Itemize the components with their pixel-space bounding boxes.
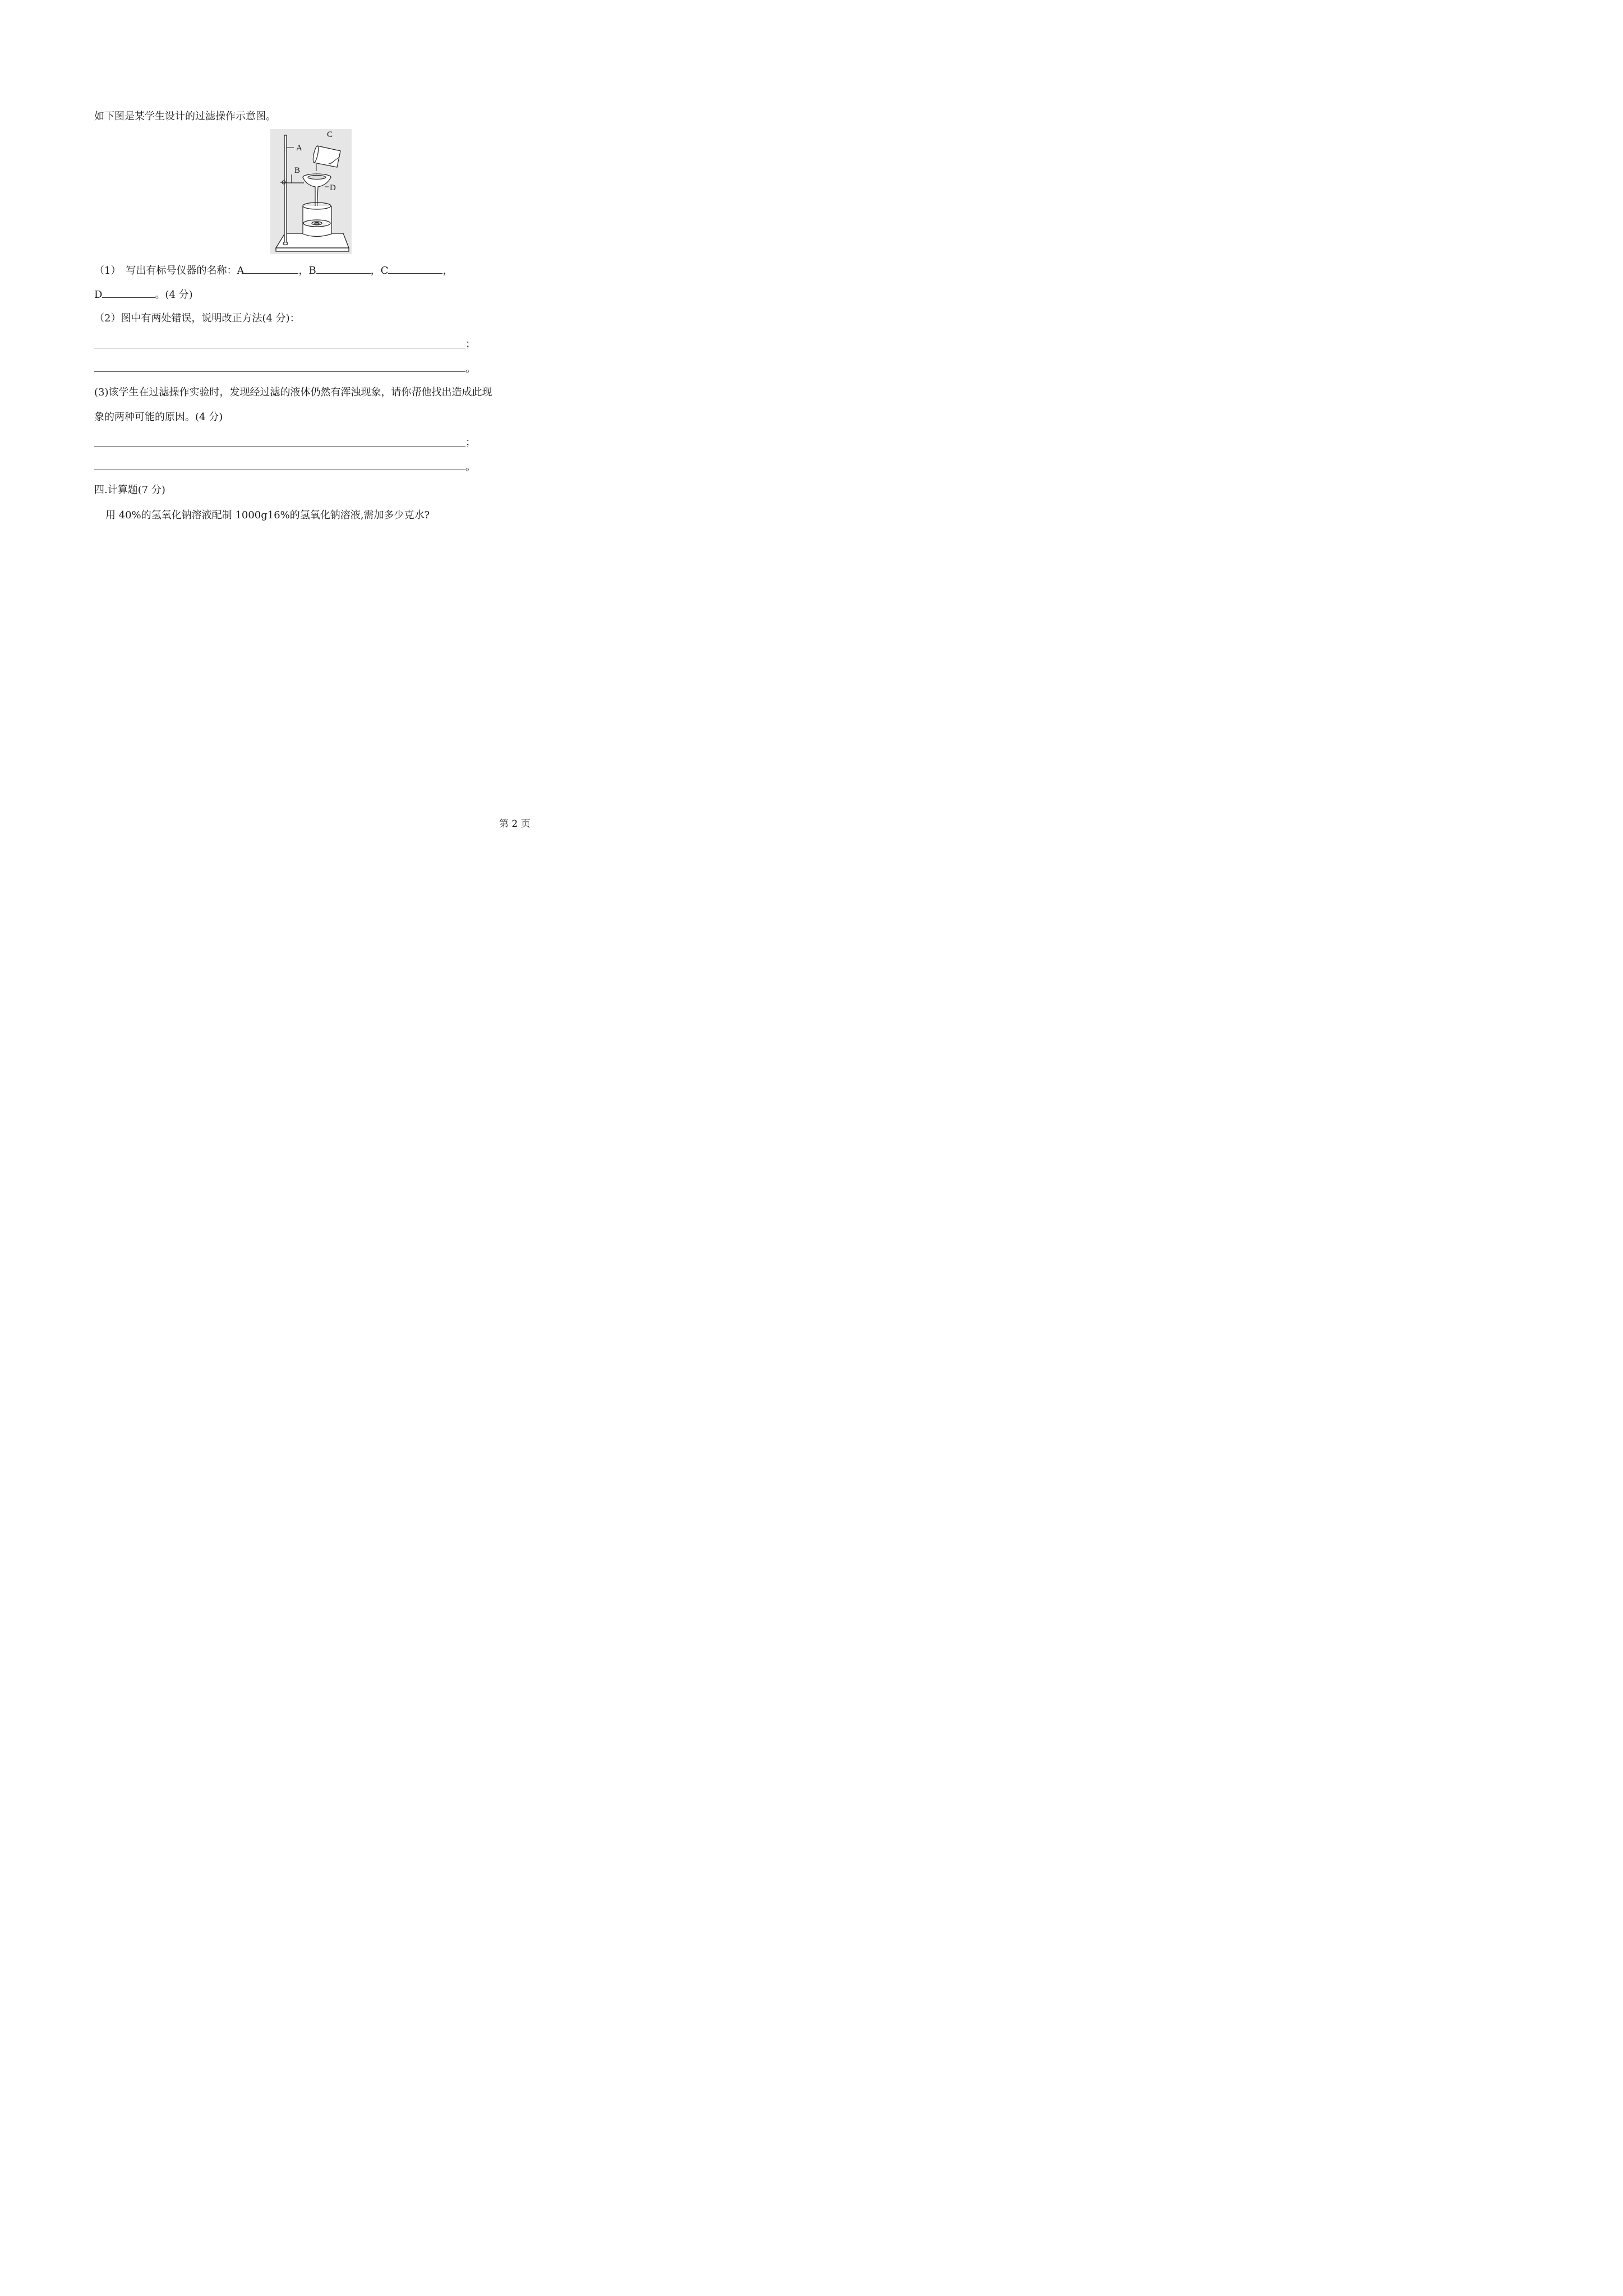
q2-line2-end: 。 (465, 363, 476, 375)
blank-c[interactable] (388, 263, 442, 274)
q2-title: （2）图中有两处错误，说明改正方法(4 分)： (94, 312, 300, 324)
label-a: A (296, 144, 302, 153)
receiving-beaker (303, 203, 331, 237)
q3-answer-line-1[interactable] (94, 446, 465, 447)
q2-line1-end: ； (465, 338, 476, 350)
q1-line1: （1） 写出有标号仪器的名称：A ，B ，C ， (94, 263, 453, 278)
label-d: D (330, 183, 336, 192)
q1-line2: D 。(4 分) (94, 287, 193, 302)
funnel (303, 174, 331, 211)
q3-line2-end: 。 (465, 461, 476, 473)
blank-d[interactable] (102, 287, 155, 298)
blank-b[interactable] (316, 263, 371, 274)
blank-a[interactable] (244, 263, 298, 274)
section4-question: 用 40%的氢氧化钠溶液配制 1000g16%的氢氧化钠溶液,需加多少克水? (105, 509, 430, 521)
label-b: B (294, 166, 301, 175)
q2-answer-line-2[interactable] (94, 371, 465, 372)
filtration-diagram (270, 129, 352, 254)
iron-stand-rod (283, 135, 288, 245)
iron-ring-clamp (280, 174, 304, 184)
page-number: 第 2 页 (499, 818, 531, 830)
section4-title: 四.计算题(7 分) (94, 484, 165, 496)
intro-text: 如下图是某学生设计的过滤操作示意图。 (94, 111, 276, 122)
q3-line2: 象的两种可能的原因。(4 分) (94, 411, 223, 423)
q3-line1-end: ； (465, 436, 476, 448)
label-c: C (327, 130, 333, 139)
q3-line1: (3)该学生在过滤操作实验时，发现经过滤的液体仍然有浑浊现象，请你帮他找出造成此现 (94, 386, 492, 398)
